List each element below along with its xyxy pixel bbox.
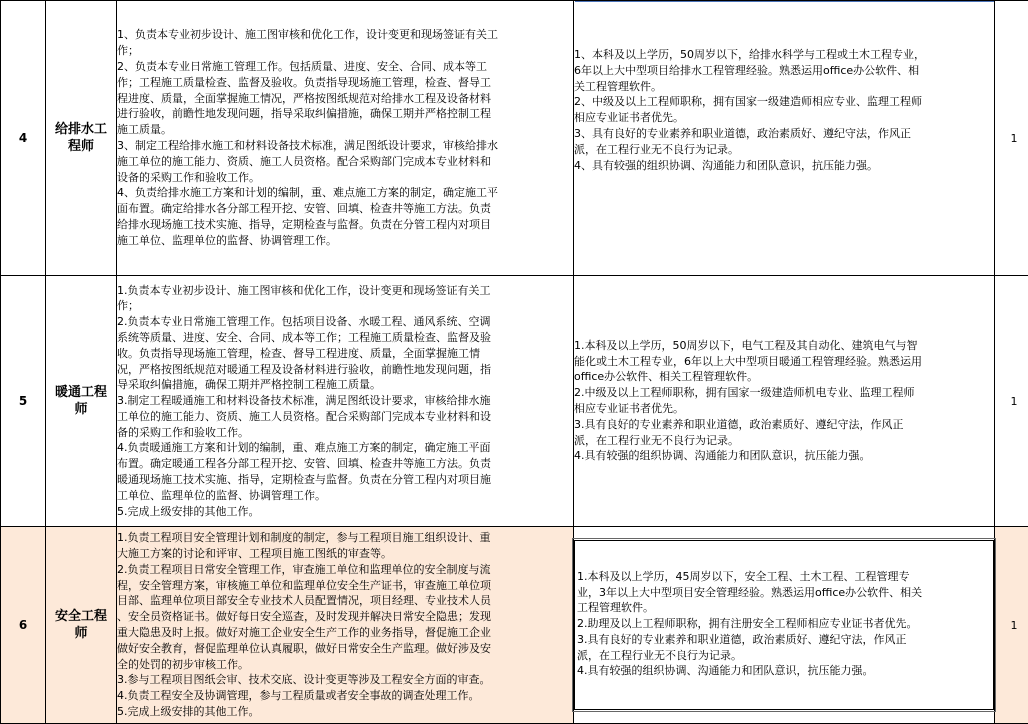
requirement-line: 6年以上大中型项目给排水工程管理经验。熟悉运用office办公软件、相 (574, 63, 994, 79)
headcount: 1 (995, 276, 1028, 527)
requirements-cell (574, 527, 995, 724)
requirement-line: 相应专业证书者优先。 (574, 401, 994, 417)
headcount: 1 (995, 1, 1028, 276)
duty-line: 2.负责工程项目日常安全管理工作，审查施工单位和监理单位的安全制度与流 (117, 562, 573, 578)
duty-line: 4.负责暖通施工方案和计划的编制，重、难点施工方案的制定，确定施工平面 (117, 440, 573, 456)
duty-line: 施工质量。 (117, 122, 573, 138)
table-row (1, 276, 1028, 527)
requirement-line: 1.本科及以上学历，50周岁以下，电气工程及其自动化、建筑电气与智 (574, 338, 994, 354)
requirement-line: 关工程管理软件。 (574, 79, 994, 95)
requirement-line: 3.具有良好的专业素养和职业道德，政治素质好、遵纪守法，作风正 (574, 417, 994, 433)
duty-line: 4、负责给排水施工方案和计划的编制，重、难点施工方案的制定，确定施工平 (117, 185, 573, 201)
duty-line: 况，严格按图纸规范对暖通工程及设备材料进行验收，前瞻性地发现问题，指 (117, 362, 573, 378)
requirement-line: 相应专业证书者优先。 (574, 110, 994, 126)
duty-line: 进行验收，前瞻性地发现问题，指导采取纠偏措施，确保工期并严格控制工程 (117, 106, 573, 122)
duty-line: 程进度、质量，全面掌握施工情况，严格按图纸规范对给排水工程及设备材料 (117, 91, 573, 107)
duty-line: 作；工程施工质量检查、监督及验收。负责指导现场施工管理，检查、督导工 (117, 75, 573, 91)
table-row (1, 1, 1028, 276)
duty-line: 做好安全教育，督促监理单位认真履职，做好日常安全生产监理。做好涉及安 (117, 641, 573, 657)
row-number: 4 (1, 1, 46, 276)
duty-line: 布置。确定暖通工程各分部工程开挖、安管、回填、检查井等施工方法。负责 (117, 456, 573, 472)
duty-line: 作； (117, 43, 573, 59)
duty-line: 作； (117, 298, 573, 314)
requirement-line: 4.具有较强的组织协调、沟通能力和团队意识，抗压能力强。 (577, 663, 991, 679)
duties-cell (117, 276, 574, 527)
requirements-cell (574, 276, 995, 527)
duty-line: 全的处罚的初步审核工作。 (117, 657, 573, 673)
headcount: 1 (995, 527, 1028, 724)
duty-line: 1.负责本专业初步设计、施工图审核和优化工作，设计变更和现场签证有关工 (117, 283, 573, 299)
duty-line: 5.完成上级安排的其他工作。 (117, 504, 573, 520)
duty-line: 2.负责本专业日常施工管理工作。包括项目设备、水暖工程、通风系统、空调 (117, 314, 573, 330)
duty-line: 目部、监理单位项目部安全专业技术人员配置情况，项目经理、专业技术人员 (117, 593, 573, 609)
duty-line: 暖通现场施工技术实施、指导，定期检查与监督。负责在分管工程内对项目施 (117, 472, 573, 488)
duty-line: 工单位的施工能力、资质、施工人员资格。配合采购部门完成本专业材料和设 (117, 409, 573, 425)
requirement-line: 1.本科及以上学历，45周岁以下，安全工程、土木工程、工程管理专 (577, 569, 991, 585)
duty-line: 3.制定工程暖通施工和材料设备技术标准，满足图纸设计要求，审核给排水施 (117, 393, 573, 409)
requirements-cell (574, 1, 995, 276)
requirement-line: 派，在工程行业无不良行为记录。 (574, 142, 994, 158)
duty-line: 工单位、监理单位的监督、协调管理工作。 (117, 488, 573, 504)
position-title (46, 527, 117, 724)
duty-line: 重大隐患及时上报。做好对施工企业安全生产工作的业务指导，督促施工企业 (117, 625, 573, 641)
duty-line: 施工单位、监理单位的监督、协调管理工作。 (117, 233, 573, 249)
duty-line: 1.负责工程项目安全管理计划和制度的制定，参与工程项目施工组织设计、重 (117, 530, 573, 546)
duty-line: 3.参与工程项目图纸会审、技术交底、设计变更等涉及工程安全方面的审查。 (117, 672, 573, 688)
requirement-line: 派，在工程行业无不良行为记录。 (574, 433, 994, 449)
duty-line: 5.完成上级安排的其他工作。 (117, 704, 573, 720)
duty-line: 大施工方案的讨论和评审、工程项目施工图纸的审查等。 (117, 546, 573, 562)
requirement-line: 3.具有良好的专业素养和职业道德，政治素质好、遵纪守法，作风正 (577, 632, 991, 648)
duties-cell (117, 527, 574, 724)
duty-line: 备的采购工作和验收工作。 (117, 425, 573, 441)
table-row (1, 527, 1028, 724)
duty-line: 、安全员资格证书。做好每日安全巡查，及时发现并解决日常安全隐患；发现 (117, 609, 573, 625)
duty-line: 程，安全管理方案，审核施工单位和监理单位安全生产证书，审查施工单位项 (117, 578, 573, 594)
duty-line: 3、制定工程给排水施工和材料设备技术标准，满足图纸设计要求，审核给排水 (117, 138, 573, 154)
requirement-line: 1、本科及以上学历，50周岁以下，给排水科学与工程或土木工程专业， (574, 47, 994, 63)
requirement-line: office办公软件、相关工程管理软件。 (574, 369, 994, 385)
duty-line: 4.负责工程安全及协调管理，参与工程质量或者安全事故的调查处理工作。 (117, 688, 573, 704)
requirement-line: 3、具有良好的专业素养和职业道德，政治素质好、遵纪守法，作风正 (574, 126, 994, 142)
duty-line: 施工单位的施工能力、资质、施工人员资格。配合采购部门完成本专业材料和 (117, 154, 573, 170)
requirement-line: 业，3年以上大中型项目安全管理经验。熟悉运用office办公软件、相关 (577, 585, 991, 601)
duty-line: 设备的采购工作和验收工作。 (117, 170, 573, 186)
requirements-box (574, 540, 994, 711)
requirement-line: 2.中级及以上工程师职称，拥有国家一级建造师机电专业、监理工程师 (574, 385, 994, 401)
requirement-line: 4、具有较强的组织协调、沟通能力和团队意识，抗压能力强。 (574, 158, 994, 174)
position-title-text: 安全工程师 (53, 608, 109, 642)
row-number: 6 (1, 527, 46, 724)
requirement-line: 能化或土木工程专业，6年以上大中型项目暖通工程管理经验。熟悉运用 (574, 354, 994, 370)
row-number: 5 (1, 276, 46, 527)
requirement-line: 2.助理及以上工程师职称，拥有注册安全工程师相应专业证书者优先。 (577, 616, 991, 632)
requirement-line: 派，在工程行业无不良行为记录。 (577, 648, 991, 664)
duty-line: 2、负责本专业日常施工管理工作。包括质量、进度、安全、合同、成本等工 (117, 59, 573, 75)
requirement-line: 4.具有较强的组织协调、沟通能力和团队意识，抗压能力强。 (574, 448, 994, 464)
duty-line: 导采取纠偏措施，确保工期并严格控制工程施工质量。 (117, 377, 573, 393)
duties-cell (117, 1, 574, 276)
duty-line: 系统等质量、进度、安全、合同、成本等工作；工程施工质量检查、监督及验 (117, 330, 573, 346)
position-title (46, 276, 117, 527)
position-title (46, 1, 117, 276)
requirement-line: 工程管理软件。 (577, 600, 991, 616)
position-title-text: 给排水工程师 (53, 121, 109, 155)
duty-line: 收。负责指导现场施工管理，检查、督导工程进度、质量，全面掌握施工情 (117, 346, 573, 362)
requirement-line: 2、中级及以上工程师职称，拥有国家一级建造师相应专业、监理工程师 (574, 94, 994, 110)
duty-line: 1、负责本专业初步设计、施工图审核和优化工作，设计变更和现场签证有关工 (117, 27, 573, 43)
position-title-text: 暖通工程师 (53, 384, 109, 418)
duty-line: 给排水现场施工技术实施、指导，定期检查与监督。负责在分管工程内对项目 (117, 217, 573, 233)
duty-line: 面布置。确定给排水各分部工程开挖、安管、回填、检查井等施工方法。负责 (117, 201, 573, 217)
